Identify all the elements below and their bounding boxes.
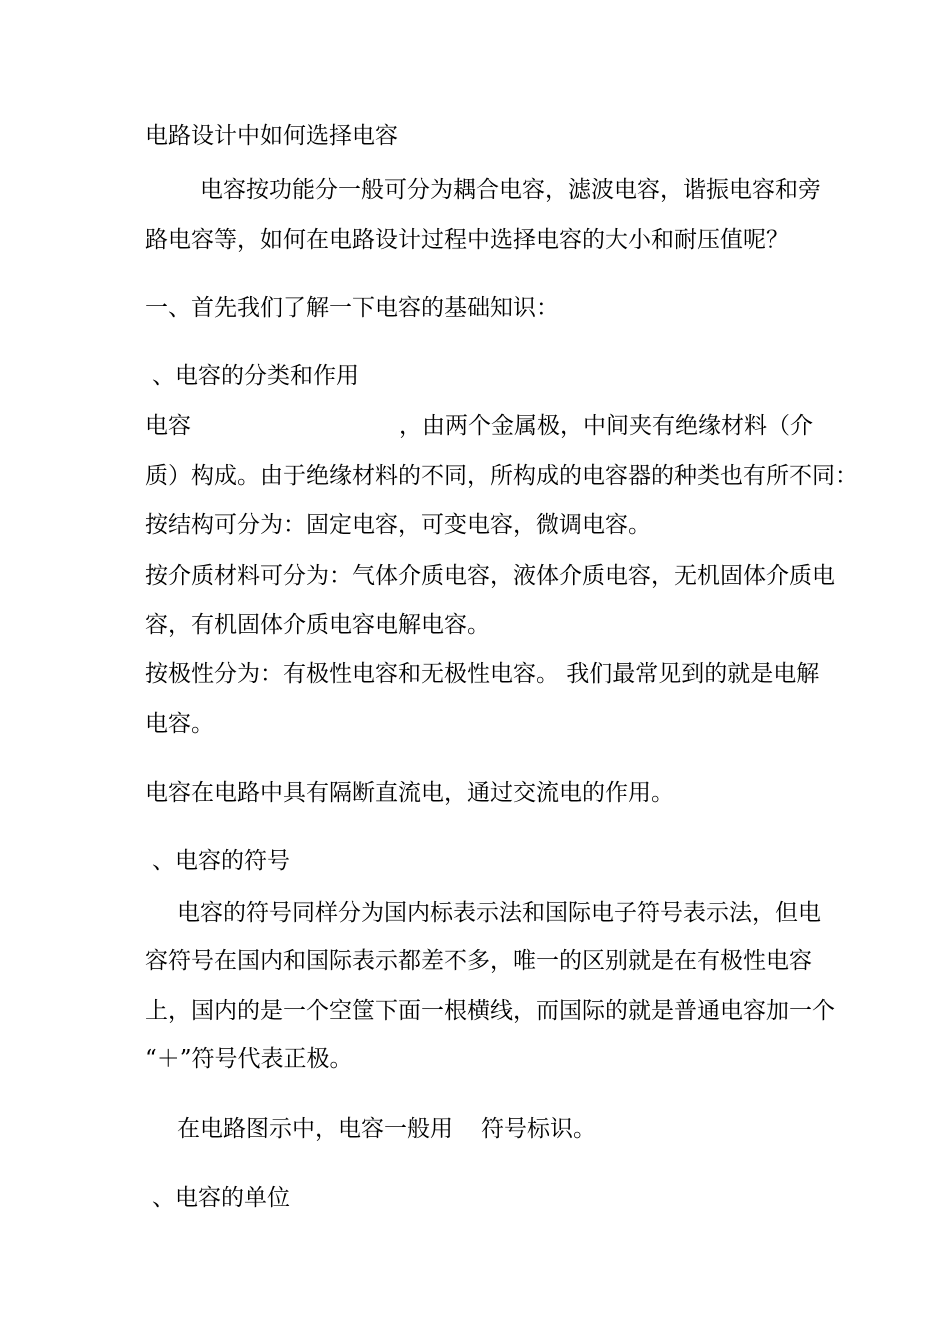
capacitor-definition-line-1 <box>145 411 813 441</box>
intro-line-1: 电容按功能分一般可分为耦合电容，滤波电容，谐振电容和旁 <box>200 177 821 203</box>
sub3-heading: 、电容的单位 <box>152 1185 290 1211</box>
classification-by-polarity-line-1: 按极性分为：有极性电容和无极性电容。 我们最常见到的就是电解 <box>145 661 820 687</box>
definition-term: 电容 <box>145 413 191 439</box>
document-title: 电路设计中如何选择电容 <box>145 123 398 149</box>
symbol-paragraph-line-3: 上，国内的是一个空筐下面一根横线，而国际的就是普通电容加一个 <box>145 998 835 1024</box>
definition-text: ，由两个金属极，中间夹有绝缘材料（介 <box>399 413 813 439</box>
symbol-paragraph-line-2: 容符号在国内和国际表示都差不多，唯一的区别就是在有极性电容 <box>145 948 812 974</box>
section1-heading: 一、首先我们了解一下电容的基础知识： <box>145 295 559 321</box>
capacitor-function: 电容在电路中具有隔断直流电，通过交流电的作用。 <box>145 780 674 806</box>
sub2-heading: 、电容的符号 <box>152 848 290 874</box>
symbol-usage-text-1: 在电路图示中，电容一般用 <box>177 1116 453 1142</box>
symbol-paragraph-line-1: 电容的符号同样分为国内标表示法和国际电子符号表示法，但电 <box>177 900 821 926</box>
intro-line-2: 路电容等，如何在电路设计过程中选择电容的大小和耐压值呢？ <box>145 227 789 253</box>
symbol-usage-text-2: 符号标识。 <box>481 1116 596 1142</box>
symbol-paragraph-line-4: “＋”符号代表正极。 <box>145 1046 353 1072</box>
symbol-usage <box>177 1114 596 1144</box>
capacitor-definition-line-2: 质）构成。由于绝缘材料的不同，所构成的电容器的种类也有所不同： <box>145 463 858 489</box>
sub1-heading: 、电容的分类和作用 <box>152 363 359 389</box>
classification-by-polarity-line-2: 电容。 <box>145 711 214 737</box>
classification-by-medium-line-2: 容，有机固体介质电容电解电容。 <box>145 612 490 638</box>
classification-by-structure: 按结构可分为：固定电容，可变电容，微调电容。 <box>145 512 651 538</box>
classification-by-medium-line-1: 按介质材料可分为：气体介质电容，液体介质电容，无机固体介质电 <box>145 563 835 589</box>
